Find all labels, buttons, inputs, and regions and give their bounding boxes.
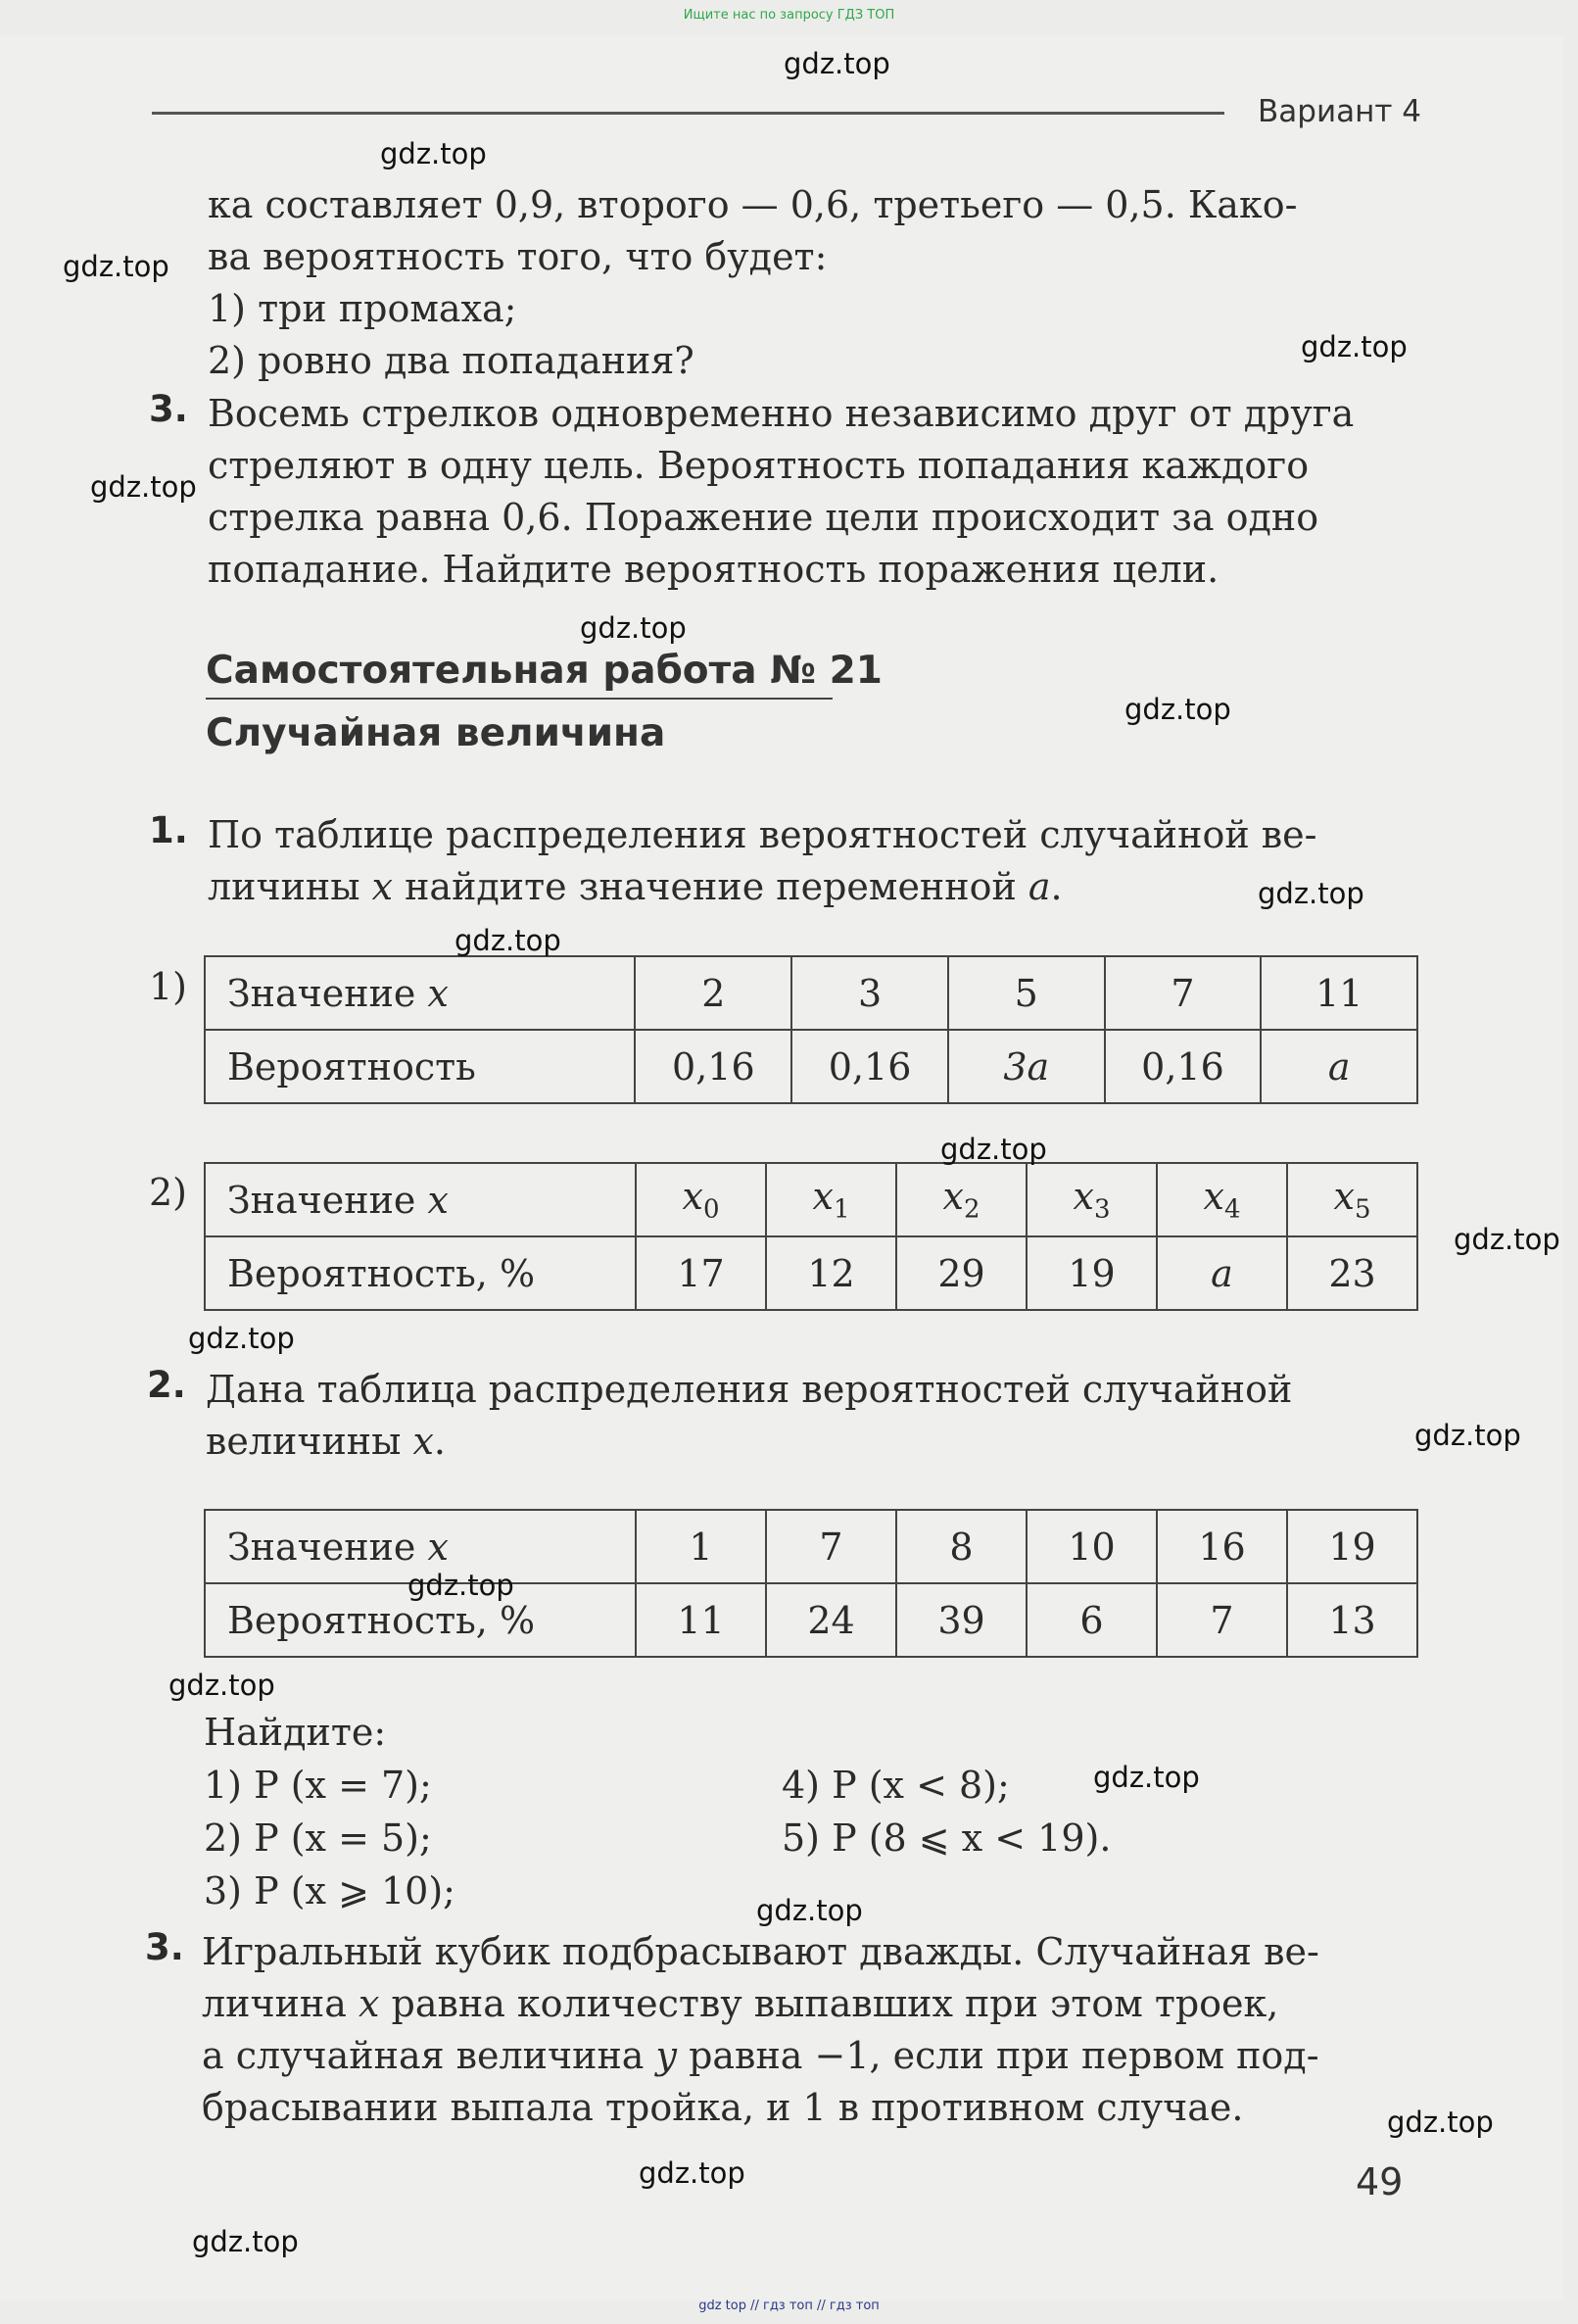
value-cell: 7 bbox=[1105, 956, 1262, 1030]
page-number: 49 bbox=[1356, 2160, 1404, 2203]
watermark: gdz.top bbox=[756, 1894, 863, 1927]
value-cell: $x_0$ bbox=[636, 1163, 766, 1236]
section-subtitle: Случайная величина bbox=[206, 711, 666, 755]
probability-header: Вероятность, % bbox=[205, 1236, 636, 1310]
value-cell: 16 bbox=[1157, 1510, 1287, 1583]
task-number: 3. bbox=[145, 1926, 184, 1968]
value-cell: 2 bbox=[635, 956, 791, 1030]
task3-line-1: Игральный кубик подбрасывают дважды. Случайная ве- bbox=[202, 1930, 1319, 1973]
task1-line-1: По таблице распределения вероятностей случайной ве- bbox=[208, 813, 1317, 856]
watermark: gdz.top bbox=[63, 250, 169, 283]
value-cell: 19 bbox=[1287, 1510, 1417, 1583]
value-cell: $x_1$ bbox=[766, 1163, 896, 1236]
task3-prev-line-3: стрелка равна 0,6. Поражение цели происходит за одно bbox=[208, 496, 1319, 539]
task3-prev-line-2: стреляют в одну цель. Вероятность попадания каждого bbox=[208, 444, 1310, 487]
probability-cell: 29 bbox=[896, 1236, 1027, 1310]
prev-task-line-1: ка составляет 0,9, второго — 0,6, третьего — 0,5. Како- bbox=[208, 183, 1298, 226]
header-rule bbox=[152, 112, 1224, 115]
probability-cell: a bbox=[1261, 1030, 1417, 1103]
watermark: gdz.top bbox=[380, 137, 487, 170]
watermark: gdz.top bbox=[784, 47, 890, 80]
task2-line-2: величины x. bbox=[206, 1420, 446, 1463]
task3-prev-line-1: Восемь стрелков одновременно независимо друг от друга bbox=[208, 392, 1355, 435]
probability-cell: 0,16 bbox=[1105, 1030, 1262, 1103]
table1-label: 1) bbox=[149, 965, 188, 1008]
value-cell: 7 bbox=[766, 1510, 896, 1583]
probability-cell: 17 bbox=[636, 1236, 766, 1310]
variant-label: Вариант 4 bbox=[1258, 94, 1421, 129]
task3-line-2: личина x равна количеству выпавших при этом троек, bbox=[202, 1982, 1279, 2025]
section-underline bbox=[206, 698, 833, 700]
table2-label: 2) bbox=[149, 1171, 188, 1214]
question-item: 2) P (x = 5); bbox=[204, 1816, 432, 1860]
prev-task-line-2: ва вероятность того, что будет: bbox=[208, 235, 828, 278]
probability-cell: 12 bbox=[766, 1236, 896, 1310]
probability-cell: 3a bbox=[948, 1030, 1105, 1103]
task3-line-3: а случайная величина y равна −1, если при первом под- bbox=[202, 2034, 1319, 2077]
task-number: 2. bbox=[147, 1364, 186, 1406]
watermark: gdz.top bbox=[454, 924, 561, 957]
value-cell: 5 bbox=[948, 956, 1105, 1030]
top-note: Ищите нас по запросу ГДЗ ТОП bbox=[683, 8, 895, 23]
section-title: Самостоятельная работа № 21 bbox=[206, 649, 883, 693]
probability-cell: 0,16 bbox=[791, 1030, 948, 1103]
task-number: 3. bbox=[149, 388, 188, 430]
value-cell: 3 bbox=[791, 956, 948, 1030]
probability-header: Вероятность bbox=[205, 1030, 635, 1103]
watermark: gdz.top bbox=[1387, 2106, 1494, 2139]
find-label: Найдите: bbox=[204, 1711, 387, 1754]
task-number: 1. bbox=[149, 809, 188, 851]
value-cell: $x_5$ bbox=[1287, 1163, 1417, 1236]
value-cell: 11 bbox=[1261, 956, 1417, 1030]
watermark: gdz.top bbox=[1414, 1419, 1521, 1452]
watermark: gdz.top bbox=[192, 2225, 299, 2258]
watermark: gdz.top bbox=[1301, 330, 1408, 363]
watermark: gdz.top bbox=[580, 611, 687, 645]
watermark: gdz.top bbox=[1258, 877, 1364, 910]
watermark: gdz.top bbox=[407, 1569, 514, 1602]
probability-cell: 23 bbox=[1287, 1236, 1417, 1310]
distribution-table-3 bbox=[204, 1509, 1418, 1658]
task1-line-2: личины x найдите значение переменной a. bbox=[208, 865, 1063, 908]
probability-cell: 39 bbox=[896, 1583, 1027, 1657]
distribution-table-2 bbox=[204, 1162, 1418, 1311]
value-cell: $x_3$ bbox=[1027, 1163, 1157, 1236]
watermark: gdz.top bbox=[940, 1133, 1047, 1166]
question-item: 5) P (8 ⩽ x < 19). bbox=[782, 1816, 1112, 1860]
watermark: gdz.top bbox=[1124, 693, 1231, 726]
value-header: Значение x bbox=[205, 956, 635, 1030]
probability-cell: 13 bbox=[1287, 1583, 1417, 1657]
question-item: 4) P (x < 8); bbox=[782, 1764, 1010, 1807]
value-cell: 10 bbox=[1027, 1510, 1157, 1583]
task3-prev-line-4: попадание. Найдите вероятность поражения цели. bbox=[208, 548, 1219, 591]
probability-cell: 7 bbox=[1157, 1583, 1287, 1657]
probability-cell: 6 bbox=[1027, 1583, 1157, 1657]
watermark: gdz.top bbox=[1093, 1761, 1200, 1794]
watermark: gdz.top bbox=[168, 1669, 275, 1702]
watermark: gdz.top bbox=[639, 2156, 745, 2190]
value-cell: $x_4$ bbox=[1157, 1163, 1287, 1236]
probability-cell: a bbox=[1157, 1236, 1287, 1310]
question-item: 1) P (x = 7); bbox=[204, 1764, 432, 1807]
watermark: gdz.top bbox=[188, 1322, 295, 1355]
probability-cell: 11 bbox=[636, 1583, 766, 1657]
value-header: Значение x bbox=[205, 1163, 636, 1236]
task2-line-1: Дана таблица распределения вероятностей случайной bbox=[206, 1368, 1293, 1411]
value-cell: $x_2$ bbox=[896, 1163, 1027, 1236]
probability-cell: 19 bbox=[1027, 1236, 1157, 1310]
probability-cell: 24 bbox=[766, 1583, 896, 1657]
probability-header: Вероятность, % bbox=[205, 1583, 636, 1657]
value-header: Значение x bbox=[205, 1510, 636, 1583]
value-cell: 8 bbox=[896, 1510, 1027, 1583]
task3-line-4: брасывании выпала тройка, и 1 в противном случае. bbox=[202, 2086, 1244, 2129]
watermark: gdz.top bbox=[90, 470, 197, 504]
prev-task-line-3: 1) три промаха; bbox=[208, 287, 517, 330]
question-item: 3) P (x ⩾ 10); bbox=[204, 1869, 455, 1912]
probability-cell: 0,16 bbox=[635, 1030, 791, 1103]
value-cell: 1 bbox=[636, 1510, 766, 1583]
watermark: gdz.top bbox=[1454, 1223, 1560, 1256]
prev-task-line-4: 2) ровно два попадания? bbox=[208, 339, 694, 382]
bottom-note: gdz top // гдз топ // гдз топ bbox=[698, 2299, 880, 2313]
distribution-table-1 bbox=[204, 955, 1418, 1104]
